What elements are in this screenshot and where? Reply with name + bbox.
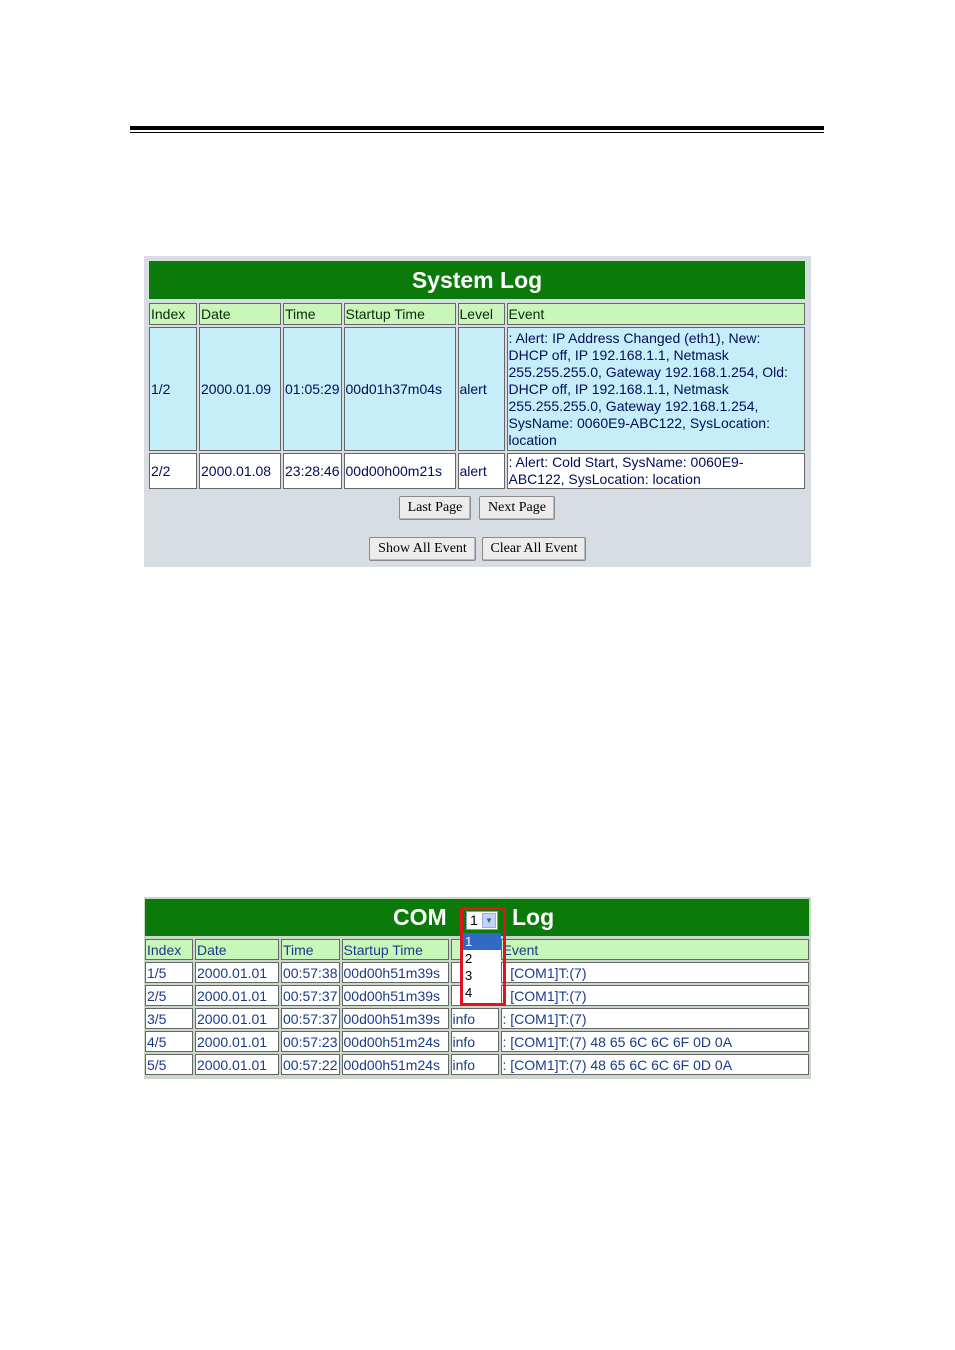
cell-time: 00:57:22: [281, 1054, 340, 1075]
cell-event: : [COM1]T:(7): [501, 1008, 810, 1029]
cell-startup-time: 00d00h51m39s: [342, 985, 449, 1006]
cell-level: info: [451, 1054, 499, 1075]
cell-event: : [COM1]T:(7) 48 65 6C 6C 6F 0D 0A: [501, 1031, 810, 1052]
cell-level: alert: [458, 327, 505, 451]
last-page-button[interactable]: Last Page: [399, 496, 471, 520]
highlight-box: [460, 907, 506, 1006]
column-header-date: Date: [195, 939, 279, 960]
cell-event: : [COM1]T:(7) 48 65 6C 6C 6F 0D 0A: [501, 1054, 810, 1075]
cell-date: 2000.01.01: [195, 962, 279, 983]
column-header-event: Event: [507, 303, 806, 325]
event-line: SysName: 0060E9-ABC122, SysLocation:: [508, 414, 770, 431]
header-rule-thin: [130, 132, 824, 133]
cell-startup-time: 00d00h00m21s: [344, 453, 456, 489]
system-log-table: [147, 301, 807, 491]
event-line: 255.255.255.0, Gateway 192.168.1.254,: [508, 397, 759, 414]
next-page-button[interactable]: Next Page: [479, 496, 555, 520]
com-log-title-left: COM: [393, 904, 447, 930]
column-header-startup-time: Startup Time: [344, 303, 456, 325]
cell-startup-time: 00d00h51m39s: [342, 962, 449, 983]
system-log-title: System Log: [149, 261, 805, 299]
column-header-event: Event: [501, 939, 810, 960]
cell-level: info: [451, 1031, 499, 1052]
cell-startup-time: 00d00h51m39s: [342, 1008, 449, 1029]
table-row: [145, 1008, 809, 1029]
cell-startup-time: 00d01h37m04s: [344, 327, 456, 451]
column-header-index: Index: [149, 303, 197, 325]
column-header-index: Index: [145, 939, 193, 960]
com-port-option-2[interactable]: 2: [465, 951, 473, 966]
cell-index: 5/5: [145, 1054, 193, 1075]
column-header-time: Time: [281, 939, 340, 960]
cell-event: [507, 453, 806, 489]
event-line: DHCP off, IP 192.168.1.1, Netmask: [508, 346, 729, 363]
cell-index: 2/2: [149, 453, 197, 489]
cell-index: 2/5: [145, 985, 193, 1006]
clear-all-event-button[interactable]: Clear All Event: [482, 537, 586, 561]
event-line: : Alert: IP Address Changed (eth1), New:: [508, 329, 761, 346]
column-header-time: Time: [283, 303, 342, 325]
table-row: [149, 453, 805, 489]
cell-date: 2000.01.01: [195, 1031, 279, 1052]
cell-time: 00:57:38: [281, 962, 340, 983]
cell-date: 2000.01.01: [195, 1008, 279, 1029]
cell-level: info: [451, 1008, 499, 1029]
cell-level: alert: [458, 453, 505, 489]
header-rule-thick: [130, 126, 824, 130]
event-line: ABC122, SysLocation: location: [508, 471, 701, 487]
cell-startup-time: 00d00h51m24s: [342, 1054, 449, 1075]
cell-time: 23:28:46: [283, 453, 342, 489]
com-port-select-value: 1: [470, 912, 478, 928]
column-header-startup-time: Startup Time: [342, 939, 449, 960]
cell-event: : [COM1]T:(7): [501, 985, 810, 1006]
event-line: 255.255.255.0, Gateway 192.168.1.254, Old:: [508, 363, 788, 380]
com-port-option-4[interactable]: 4: [465, 985, 473, 1000]
cell-event: [507, 327, 806, 451]
chevron-down-icon[interactable]: ▼: [482, 913, 496, 928]
cell-time: 00:57:23: [281, 1031, 340, 1052]
table-row: [149, 327, 805, 451]
event-line: location: [508, 431, 557, 448]
com-log-title-right: Log: [512, 904, 555, 930]
com-port-option-1[interactable]: 1: [463, 933, 501, 950]
cell-time: 00:57:37: [281, 985, 340, 1006]
event-line: : Alert: Cold Start, SysName: 0060E9-: [508, 454, 744, 470]
com-port-option-3[interactable]: 3: [465, 968, 473, 983]
cell-index: 3/5: [145, 1008, 193, 1029]
cell-event: : [COM1]T:(7): [501, 962, 810, 983]
cell-index: 4/5: [145, 1031, 193, 1052]
cell-startup-time: 00d00h51m24s: [342, 1031, 449, 1052]
cell-date: 2000.01.08: [199, 453, 281, 489]
show-all-event-button[interactable]: Show All Event: [369, 537, 476, 561]
cell-date: 2000.01.01: [195, 1054, 279, 1075]
cell-index: 1/5: [145, 962, 193, 983]
table-row: [145, 1031, 809, 1052]
table-row: [145, 1054, 809, 1075]
cell-index: 1/2: [149, 327, 197, 451]
cell-time: 00:57:37: [281, 1008, 340, 1029]
cell-date: 2000.01.01: [195, 985, 279, 1006]
column-header-date: Date: [199, 303, 281, 325]
event-line: DHCP off, IP 192.168.1.1, Netmask: [508, 380, 729, 397]
system-log-header-row: [149, 303, 805, 325]
cell-date: 2000.01.09: [199, 327, 281, 451]
column-header-level: Level: [458, 303, 505, 325]
cell-time: 01:05:29: [283, 327, 342, 451]
